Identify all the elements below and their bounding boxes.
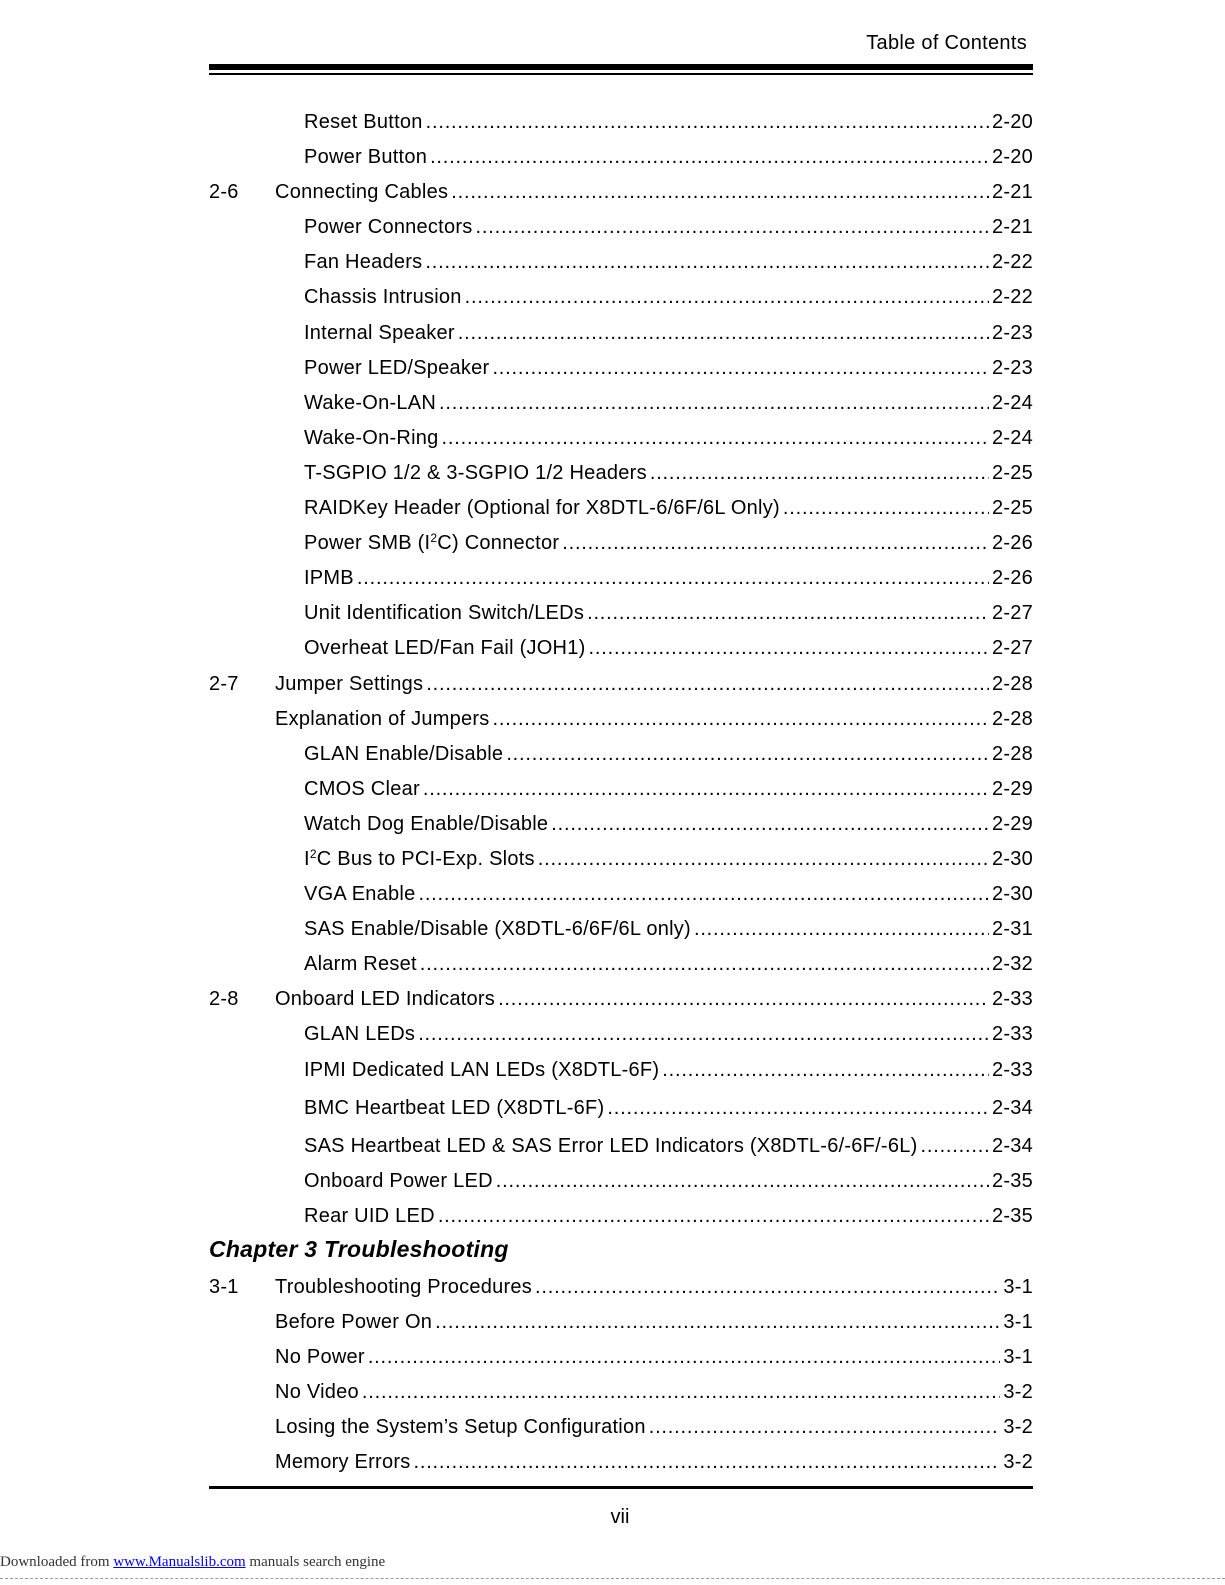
toc-entry-line [275,1440,1033,1484]
manualslib-link[interactable]: www.Manualslib.com [113,1554,246,1570]
toc-section-number: 2-7 [209,672,239,695]
toc-entry-label: Unit Identification Switch/LEDs [304,602,585,625]
toc-entry-label: RAIDKey Header (Optional for X8DTL-6/6F/6L Only) [304,497,780,520]
toc-entry-label: T-SGPIO 1/2 & 3-SGPIO 1/2 Headers [304,461,647,484]
toc-entry [209,872,1033,907]
toc-entry-label: Memory Errors [275,1451,411,1474]
toc-entry [209,275,1033,310]
toc-entry-label: Wake-On-Ring [304,426,439,449]
toc-page-number: 2-29 [991,812,1033,835]
toc-entry [209,346,1033,381]
toc-entry-label: IPMI Dedicated LAN LEDs (X8DTL-6F) [304,1058,660,1081]
toc-entry-label: CMOS Clear [304,777,420,800]
toc-entry-label: IPMB [304,567,354,590]
toc-entry-label: GLAN Enable/Disable [304,742,504,765]
toc-entry-label: Chassis Intrusion [304,286,462,309]
toc-entry [209,521,1033,556]
toc-entry [209,1335,1033,1370]
toc-page-number: 2-27 [991,637,1033,660]
toc-entry [209,135,1033,170]
toc-page-number: 3-2 [1003,1451,1033,1474]
toc-entry-label: No Video [275,1381,359,1404]
toc-entry-label: Jumper Settings [275,672,424,695]
toc-chapter-heading [209,1229,1033,1265]
toc-page-number: 2-21 [991,216,1033,239]
toc-entry-label: VGA Enable [304,883,416,906]
toc-page-number: 2-24 [991,426,1033,449]
toc-entry [209,556,1033,591]
toc-entry [209,170,1033,205]
chapter-title: Chapter 3 Troubleshooting [209,1235,509,1262]
page-header-title: Table of Contents [866,32,1027,54]
download-footer [0,1554,385,1571]
toc-entry [209,697,1033,732]
toc-page-number: 2-22 [991,251,1033,274]
toc-page-number: 2-23 [991,356,1033,379]
superscript: 2 [430,531,438,546]
toc-entry-label: Reset Button [304,111,423,133]
toc-entry-label: Watch Dog Enable/Disable [304,812,549,835]
toc-page-number: 2-22 [991,286,1033,309]
toc-label-part: I [304,847,310,870]
toc-entry [209,205,1033,240]
toc-entry [209,767,1033,802]
toc-entry [209,1124,1033,1159]
toc-page-number: 2-35 [991,1204,1033,1227]
toc-page-number: 2-25 [991,461,1033,484]
toc-page-number: 2-31 [991,918,1033,941]
header-rule-thick [209,64,1033,70]
toc-entry [209,451,1033,486]
toc-page-number: 2-25 [991,497,1033,520]
header-rule-thin [209,73,1033,75]
toc-entry-label: Wake-On-LAN [304,391,437,414]
toc-entry [209,942,1033,977]
toc-page-number: 2-33 [991,988,1033,1011]
toc-page-number: 2-34 [991,1096,1033,1119]
toc-entry [209,1194,1033,1229]
toc-entry [209,732,1033,767]
superscript: 2 [309,846,317,861]
page-number: vii [610,1506,630,1528]
toc-entry-label: Power Connectors [304,216,473,239]
toc-entry [209,1159,1033,1194]
footer-rule [209,1486,1033,1489]
toc-page-number: 2-29 [991,777,1033,800]
toc-label-part: C Bus to PCI-Exp. Slots [316,847,535,870]
toc-entry-label: Internal Speaker [304,321,455,344]
toc-page-number: 2-24 [991,391,1033,414]
footer-divider [0,1578,1225,1579]
toc-entry-label: Onboard Power LED [304,1169,493,1192]
toc-entry-label: Troubleshooting Procedures [275,1275,533,1298]
toc-entry-label: Overheat LED/Fan Fail (JOH1) [304,637,586,660]
footer-prefix: Downloaded from [0,1554,114,1570]
toc-entry-label: No Power [275,1346,365,1369]
toc-entry [209,1405,1033,1440]
toc-label-part: Power SMB (I [304,532,431,555]
toc-page-number: 2-27 [991,602,1033,625]
toc-section-number: 2-8 [209,988,239,1011]
toc-entry-label: Alarm Reset [304,953,417,976]
toc-entry-label: Connecting Cables [275,181,449,204]
toc-entry [209,1012,1033,1047]
toc-page-number: 3-2 [1003,1416,1033,1439]
toc-section-number: 3-1 [209,1275,239,1298]
toc-entry-label: GLAN LEDs [304,1023,416,1046]
toc-entry [209,1440,1033,1475]
toc-entry-label: Losing the System’s Setup Configuration [275,1416,646,1439]
toc-entry [209,1048,1033,1083]
toc-page-number: 3-2 [1003,1381,1033,1404]
toc-page-number: 2-30 [991,883,1033,906]
toc-entry [209,907,1033,942]
footer-suffix: manuals search engine [245,1554,386,1570]
toc-entry [209,486,1033,521]
toc-page-number: 2-23 [991,321,1033,344]
toc-page-number: 3-1 [1003,1346,1033,1369]
dot-leader [413,1440,1000,1484]
toc-page-number: 2-28 [991,672,1033,695]
toc-entry [209,977,1033,1012]
toc-entry [209,662,1033,697]
toc-section-number: 2-6 [209,181,239,204]
toc-entry-label: Fan Headers [304,251,423,274]
toc-page-number: 2-20 [991,146,1033,169]
toc-page-number: 2-30 [991,847,1033,870]
toc-entry-label: BMC Heartbeat LED (X8DTL-6F) [304,1096,605,1119]
toc-page-number: 2-28 [991,742,1033,765]
toc-page-number: 2-35 [991,1169,1033,1192]
toc-entry [209,1370,1033,1405]
toc-entry-label: Power LED/Speaker [304,356,490,379]
toc-page-number: 2-20 [991,111,1033,133]
toc-entry [209,802,1033,837]
toc-entry-label: SAS Enable/Disable (X8DTL-6/6F/6L only) [304,918,691,941]
toc-entry [209,381,1033,416]
toc-page-number: 2-21 [991,181,1033,204]
toc-page-number: 2-26 [991,567,1033,590]
toc-entry [209,1265,1033,1300]
toc-entry [209,100,1033,135]
toc-entry [209,626,1033,661]
toc-entry-label: SAS Heartbeat LED & SAS Error LED Indicators (X8DTL-6/-6F/-6L) [304,1134,918,1157]
toc-page-number: 3-1 [1003,1311,1033,1333]
toc-entry [209,240,1033,275]
toc-entry-label: Power Button [304,146,428,169]
toc-entry [209,1300,1033,1335]
toc-entry [209,416,1033,451]
toc-page-number: 2-34 [991,1134,1033,1157]
toc-label-part: C) Connector [437,532,560,555]
toc-page-number: 2-26 [991,532,1033,555]
toc-entry-label: Explanation of Jumpers [275,707,490,730]
toc-page-number: 3-1 [1003,1275,1033,1298]
toc-entry-label: Rear UID LED [304,1204,435,1227]
toc-page-number: 2-32 [991,953,1033,976]
toc-entry [209,311,1033,346]
toc-entry [209,1083,1033,1124]
table-of-contents [209,100,1033,1475]
toc-page-number: 2-28 [991,707,1033,730]
toc-entry-label: Onboard LED Indicators [275,988,496,1011]
toc-entry [209,837,1033,872]
toc-page-number: 2-33 [991,1058,1033,1081]
toc-entry-label: Before Power On [275,1311,433,1333]
toc-page-number: 2-33 [991,1023,1033,1046]
toc-entry [209,591,1033,626]
